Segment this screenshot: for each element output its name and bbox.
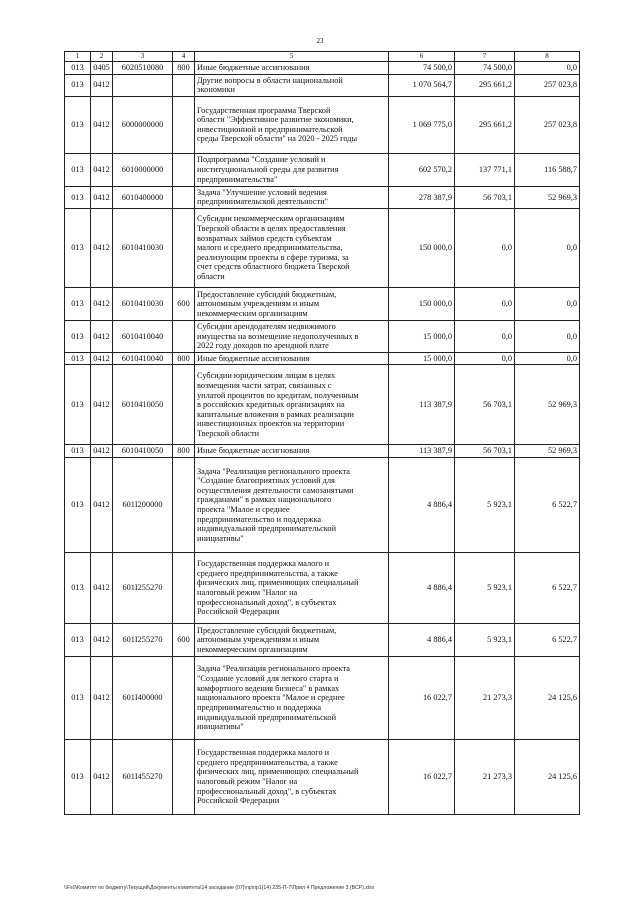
row-chapter-code: 013 bbox=[65, 740, 91, 815]
row-amount-col8: 0,0 bbox=[515, 288, 580, 321]
row-description: Задача "Реализация регионального проекта "Создание благоприятных условий для осуществления деятельности самозанятыми гражданами" в рамках национального проекта "Малое и среднее предпринимательство и поддержка индивидуальной предпринимательской инициативы" bbox=[195, 458, 389, 553]
row-description: Предоставление субсидий бюджетным, автономным учреждениям и иным некоммерческим организациям bbox=[195, 624, 389, 657]
row-amount-col6: 15 000,0 bbox=[389, 321, 455, 353]
row-description: Предоставление субсидий бюджетным, автономным учреждениям и иным некоммерческим организациям bbox=[195, 288, 389, 321]
row-amount-col7: 137 771,1 bbox=[455, 153, 515, 186]
row-section-code: 0412 bbox=[91, 96, 113, 153]
header-cell: 7 bbox=[455, 52, 515, 62]
row-amount-col8: 257 023,8 bbox=[515, 74, 580, 96]
row-section-code: 0412 bbox=[91, 321, 113, 353]
row-amount-col7: 0,0 bbox=[455, 352, 515, 365]
header-cell: 2 bbox=[91, 52, 113, 62]
row-target-article: 6010000000 bbox=[113, 153, 173, 186]
row-amount-col6: 1 070 564,7 bbox=[389, 74, 455, 96]
row-target-article: 6010410050 bbox=[113, 365, 173, 445]
table-row bbox=[65, 445, 580, 458]
table-row bbox=[65, 209, 580, 288]
row-target-article: 6010410050 bbox=[113, 445, 173, 458]
row-description: Задача "Улучшение условий ведения предпринимательской деятельности" bbox=[195, 186, 389, 208]
row-amount-col8: 52 969,3 bbox=[515, 365, 580, 445]
row-chapter-code: 013 bbox=[65, 209, 91, 288]
row-amount-col8: 24 125,6 bbox=[515, 740, 580, 815]
row-amount-col6: 113 387,9 bbox=[389, 445, 455, 458]
row-section-code: 0412 bbox=[91, 445, 113, 458]
row-description: Другие вопросы в области национальной экономики bbox=[195, 74, 389, 96]
row-description: Государственная программа Тверской области "Эффективное развитие экономики, инвестиционной и предпринимательской среды Тверской области" на 2020 - 2025 годы bbox=[195, 96, 389, 153]
row-description: Задача "Реализация регионального проекта "Создание условий для легкого старта и комфортного ведения бизнеса" в рамках национального проекта "Малое и среднее предпринимательство и поддержка индивидуальной предпринимательской инициативы" bbox=[195, 657, 389, 740]
row-expense-type bbox=[173, 740, 195, 815]
row-amount-col6: 1 069 775,0 bbox=[389, 96, 455, 153]
row-description: Иные бюджетные ассигнования bbox=[195, 352, 389, 365]
row-amount-col6: 4 886,4 bbox=[389, 624, 455, 657]
table-row bbox=[65, 186, 580, 208]
row-expense-type bbox=[173, 96, 195, 153]
row-chapter-code: 013 bbox=[65, 365, 91, 445]
row-amount-col6: 113 387,9 bbox=[389, 365, 455, 445]
row-section-code: 0412 bbox=[91, 553, 113, 624]
row-expense-type bbox=[173, 458, 195, 553]
row-expense-type bbox=[173, 321, 195, 353]
row-expense-type: 800 bbox=[173, 62, 195, 75]
row-amount-col6: 4 886,4 bbox=[389, 458, 455, 553]
row-target-article bbox=[113, 74, 173, 96]
row-description: Субсидии юридическим лицам в целях возмещения части затрат, связанных с уплатой процентов по кредитам, полученным в российских кредитных организациях на капитальные вложения в рамках реализации инвестиционных проектов на территории Тверской области bbox=[195, 365, 389, 445]
row-expense-type bbox=[173, 365, 195, 445]
row-chapter-code: 013 bbox=[65, 288, 91, 321]
row-section-code: 0412 bbox=[91, 288, 113, 321]
header-cell: 8 bbox=[515, 52, 580, 62]
file-path-footer: \\Fs0\Комитет по бюджету\Текущий\Документы комитета\14 заседание (07)\пр\пр1(14) 235-П-7\Прил 4 Предложение 3 (ВСР).xlsx bbox=[64, 885, 375, 891]
row-amount-col7: 56 703,1 bbox=[455, 445, 515, 458]
table-row bbox=[65, 365, 580, 445]
row-amount-col8: 0,0 bbox=[515, 352, 580, 365]
row-amount-col7: 0,0 bbox=[455, 288, 515, 321]
row-amount-col7: 295 661,2 bbox=[455, 96, 515, 153]
row-expense-type bbox=[173, 657, 195, 740]
row-target-article: 6020510080 bbox=[113, 62, 173, 75]
row-expense-type: 600 bbox=[173, 288, 195, 321]
row-amount-col8: 52 969,3 bbox=[515, 445, 580, 458]
row-amount-col6: 278 387,9 bbox=[389, 186, 455, 208]
row-chapter-code: 013 bbox=[65, 624, 91, 657]
row-chapter-code: 013 bbox=[65, 458, 91, 553]
row-expense-type: 600 bbox=[173, 624, 195, 657]
header-cell: 3 bbox=[113, 52, 173, 62]
row-section-code: 0405 bbox=[91, 62, 113, 75]
header-cell: 5 bbox=[195, 52, 389, 62]
row-amount-col7: 0,0 bbox=[455, 321, 515, 353]
table-row bbox=[65, 624, 580, 657]
row-amount-col8: 257 023,8 bbox=[515, 96, 580, 153]
row-amount-col7: 295 661,2 bbox=[455, 74, 515, 96]
row-target-article: 6000000000 bbox=[113, 96, 173, 153]
row-amount-col6: 150 000,0 bbox=[389, 209, 455, 288]
row-amount-col6: 15 000,0 bbox=[389, 352, 455, 365]
table-row bbox=[65, 553, 580, 624]
table-row bbox=[65, 74, 580, 96]
table-row bbox=[65, 352, 580, 365]
row-amount-col7: 0,0 bbox=[455, 209, 515, 288]
row-section-code: 0412 bbox=[91, 624, 113, 657]
row-amount-col8: 0,0 bbox=[515, 321, 580, 353]
row-expense-type bbox=[173, 553, 195, 624]
row-target-article: 6010410030 bbox=[113, 209, 173, 288]
row-target-article: 6010410040 bbox=[113, 321, 173, 353]
row-section-code: 0412 bbox=[91, 74, 113, 96]
row-expense-type: 800 bbox=[173, 352, 195, 365]
header-cell: 1 bbox=[65, 52, 91, 62]
row-amount-col6: 16 022,7 bbox=[389, 740, 455, 815]
table-row bbox=[65, 321, 580, 353]
row-section-code: 0412 bbox=[91, 657, 113, 740]
table-row bbox=[65, 657, 580, 740]
row-target-article: 6010410040 bbox=[113, 352, 173, 365]
row-section-code: 0412 bbox=[91, 153, 113, 186]
row-amount-col8: 0,0 bbox=[515, 209, 580, 288]
row-amount-col7: 5 923,1 bbox=[455, 458, 515, 553]
row-amount-col6: 602 570,2 bbox=[389, 153, 455, 186]
row-target-article: 601I200000 bbox=[113, 458, 173, 553]
row-amount-col8: 116 588,7 bbox=[515, 153, 580, 186]
table-header-row bbox=[65, 52, 580, 62]
row-amount-col7: 5 923,1 bbox=[455, 553, 515, 624]
row-amount-col8: 6 522,7 bbox=[515, 553, 580, 624]
row-amount-col6: 74 500,0 bbox=[389, 62, 455, 75]
row-chapter-code: 013 bbox=[65, 445, 91, 458]
table-row bbox=[65, 288, 580, 321]
row-section-code: 0412 bbox=[91, 186, 113, 208]
row-section-code: 0412 bbox=[91, 352, 113, 365]
row-chapter-code: 013 bbox=[65, 74, 91, 96]
row-amount-col8: 6 522,7 bbox=[515, 458, 580, 553]
row-amount-col8: 52 969,3 bbox=[515, 186, 580, 208]
row-target-article: 601I400000 bbox=[113, 657, 173, 740]
table-row bbox=[65, 153, 580, 186]
row-chapter-code: 013 bbox=[65, 321, 91, 353]
row-amount-col7: 21 273,3 bbox=[455, 657, 515, 740]
row-target-article: 6010410030 bbox=[113, 288, 173, 321]
row-expense-type bbox=[173, 186, 195, 208]
row-section-code: 0412 bbox=[91, 740, 113, 815]
row-description: Подпрограмма "Создание условий и институциональной среды для развития предпринимательства" bbox=[195, 153, 389, 186]
row-section-code: 0412 bbox=[91, 209, 113, 288]
row-chapter-code: 013 bbox=[65, 186, 91, 208]
row-target-article: 601I255270 bbox=[113, 624, 173, 657]
table-row bbox=[65, 96, 580, 153]
row-section-code: 0412 bbox=[91, 458, 113, 553]
row-amount-col7: 5 923,1 bbox=[455, 624, 515, 657]
row-section-code: 0412 bbox=[91, 365, 113, 445]
row-description: Иные бюджетные ассигнования bbox=[195, 62, 389, 75]
row-chapter-code: 013 bbox=[65, 352, 91, 365]
row-amount-col8: 6 522,7 bbox=[515, 624, 580, 657]
row-amount-col8: 0,0 bbox=[515, 62, 580, 75]
row-amount-col7: 21 273,3 bbox=[455, 740, 515, 815]
budget-table bbox=[64, 51, 580, 815]
row-description: Государственная поддержка малого и среднего предпринимательства, а также физических лиц, применяющих специальный налоговый режим "Налог на профессиональный доход", в субъектах Российской Федерации bbox=[195, 740, 389, 815]
row-amount-col6: 150 000,0 bbox=[389, 288, 455, 321]
row-chapter-code: 013 bbox=[65, 657, 91, 740]
row-expense-type: 800 bbox=[173, 445, 195, 458]
row-description: Субсидии арендодателям недвижимого имущества на возмещение недополученных в 2022 году доходов по арендной плате bbox=[195, 321, 389, 353]
row-chapter-code: 013 bbox=[65, 553, 91, 624]
table-row bbox=[65, 62, 580, 75]
row-description: Государственная поддержка малого и среднего предпринимательства, а также физических лиц, применяющих специальный налоговый режим "Налог на профессиональный доход", в субъектах Российской Федерации bbox=[195, 553, 389, 624]
header-cell: 6 bbox=[389, 52, 455, 62]
row-amount-col8: 24 125,6 bbox=[515, 657, 580, 740]
row-expense-type bbox=[173, 74, 195, 96]
row-expense-type bbox=[173, 209, 195, 288]
row-chapter-code: 013 bbox=[65, 96, 91, 153]
row-target-article: 6010400000 bbox=[113, 186, 173, 208]
row-description: Иные бюджетные ассигнования bbox=[195, 445, 389, 458]
row-target-article: 601I455270 bbox=[113, 740, 173, 815]
row-amount-col7: 56 703,1 bbox=[455, 365, 515, 445]
header-cell: 4 bbox=[173, 52, 195, 62]
row-amount-col7: 74 500,0 bbox=[455, 62, 515, 75]
row-amount-col7: 56 703,1 bbox=[455, 186, 515, 208]
table-row bbox=[65, 740, 580, 815]
page-number: 23 bbox=[316, 37, 324, 45]
row-chapter-code: 013 bbox=[65, 62, 91, 75]
row-expense-type bbox=[173, 153, 195, 186]
row-amount-col6: 4 886,4 bbox=[389, 553, 455, 624]
row-description: Субсидии некоммерческим организациям Тверской области в целях предоставления возвратных займов средств субъектам малого и среднего предпринимательства, реализующим проекты в сфере туризма, за счет средств областного бюджета Тверской области bbox=[195, 209, 389, 288]
table-row bbox=[65, 458, 580, 553]
row-amount-col6: 16 022,7 bbox=[389, 657, 455, 740]
row-target-article: 601I255270 bbox=[113, 553, 173, 624]
row-chapter-code: 013 bbox=[65, 153, 91, 186]
